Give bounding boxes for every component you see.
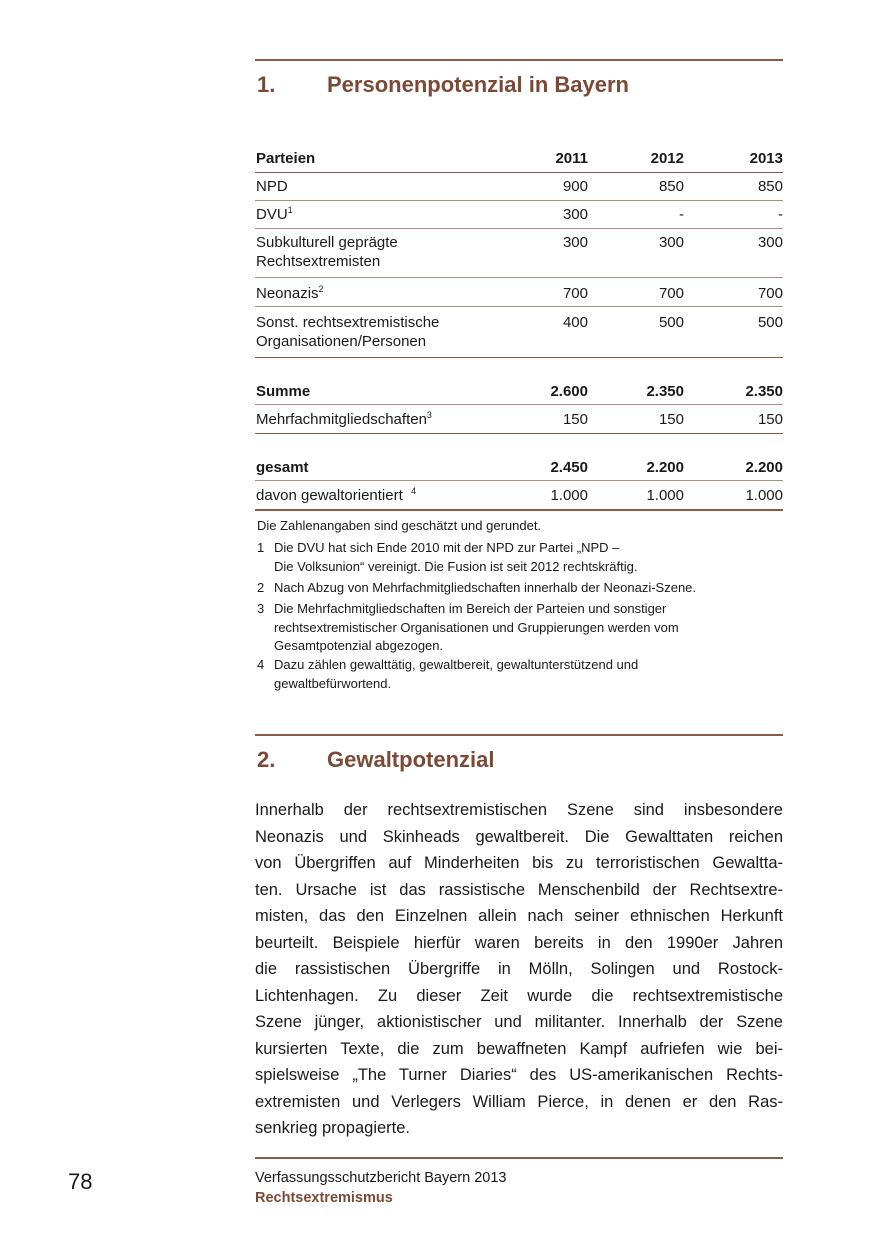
section-2-top-rule <box>255 734 783 736</box>
table-divider <box>255 277 783 278</box>
row-value: 1.000 <box>745 487 783 504</box>
table-bottom-rule <box>255 509 783 511</box>
table-divider <box>255 357 783 358</box>
table-divider <box>255 433 783 434</box>
table-header-year: 2011 <box>555 150 588 167</box>
row-value: 500 <box>658 314 684 331</box>
paragraph-line: von Übergriffen auf Minderheiten bis zu terroristischen Gewaltta- <box>255 854 783 872</box>
row-value: 2.350 <box>646 383 684 400</box>
row-label: Neonazis$^2$ <box>256 284 324 302</box>
footnote-number: 3 <box>257 601 265 616</box>
row-label: davon gewaltorientiert $^4$ <box>256 486 417 504</box>
row-value: 2.350 <box>745 383 783 400</box>
paragraph-line: Lichtenhagen. Zu dieser Zeit wurde die rechtsextremistische <box>255 986 783 1005</box>
footnote-number: 1 <box>257 540 265 555</box>
row-value: 300 <box>562 234 588 251</box>
footnote-ref: 2 <box>318 284 324 294</box>
paragraph-line: Neonazis und Skinheads gewaltbereit. Die Gewalttaten reichen <box>255 827 783 846</box>
paragraph-line: Szene jünger, aktionistischer und militanter. Innerhalb der Szene <box>255 1013 783 1031</box>
table-header-year: 2012 <box>650 150 684 167</box>
row-value: 700 <box>757 285 783 302</box>
row-value: 2.450 <box>550 459 588 476</box>
row-value: - <box>778 206 783 223</box>
footnote-ref: 1 <box>287 205 293 215</box>
row-label: gesamt <box>256 459 309 476</box>
row-value: 300 <box>757 234 783 251</box>
table-divider <box>255 306 783 307</box>
footnote-number: 4 <box>257 657 265 672</box>
row-value: 2.200 <box>745 459 783 476</box>
section-1-title: Personenpotenzial in Bayern <box>327 72 629 97</box>
paragraph-line: kursierten Texte, die zum bewaffneten Kampf aufriefen wie bei- <box>255 1039 783 1058</box>
footnote-text: Die Mehrfachmitgliedschaften im Bereich der Parteien und sonstiger rechtsextremistischer Organisationen und Gruppierungen werden vom Gesamtpotenzial abgezogen. <box>274 601 679 653</box>
row-value: 150 <box>658 411 684 428</box>
footnote-text: Nach Abzug von Mehrfachmitgliedschaften innerhalb der Neonazi-Szene. <box>274 580 697 595</box>
row-value: 1.000 <box>646 487 684 504</box>
row-value: 1.000 <box>550 487 588 504</box>
row-label: DVU$^1$ <box>256 205 293 223</box>
row-value: 300 <box>562 206 588 223</box>
table-header-label: Parteien <box>256 150 316 167</box>
section-1-top-rule <box>255 59 783 61</box>
row-value: 850 <box>757 178 783 195</box>
row-value: - <box>679 206 684 223</box>
row-label: Summe <box>256 383 311 400</box>
table-divider <box>255 200 783 201</box>
row-value: 2.600 <box>550 383 588 400</box>
table-divider <box>255 172 783 173</box>
footer-rule <box>255 1157 783 1159</box>
footnote-ref: 3 <box>426 410 432 420</box>
row-value: 300 <box>658 234 684 251</box>
footnote-text: Dazu zählen gewalttätig, gewaltbereit, gewaltunterstützend und gewaltbefürwortend. <box>274 657 639 691</box>
paragraph-line: senkrieg propagierte. <box>255 1119 411 1137</box>
paragraph-line: misten, das den Einzelnen allein nach seiner ethnischen Herkunft <box>255 907 783 925</box>
row-label: Subkulturell geprägte Rechtsextremisten <box>256 234 398 270</box>
footnotes-intro: Die Zahlenangaben sind geschätzt und gerundet. <box>257 518 542 533</box>
row-value: 900 <box>562 178 588 195</box>
row-label: Mehrfachmitgliedschaften$^3$ <box>256 410 432 428</box>
footer-publication: Verfassungsschutzbericht Bayern 2013 <box>255 1170 507 1186</box>
table-header-year: 2013 <box>749 150 783 167</box>
body-paragraph <box>255 797 783 1142</box>
paragraph-line: extremisten und Verlegers William Pierce, in denen er den Ras- <box>255 1092 783 1111</box>
section-2-number: 2. <box>257 747 276 772</box>
page-number: 78 <box>68 1169 93 1194</box>
paragraph-line: spielsweise „The Turner Diaries“ des US-amerikanischen Rechts- <box>255 1066 783 1084</box>
row-value: 700 <box>562 285 588 302</box>
row-value: 850 <box>658 178 684 195</box>
paragraph-line: ten. Ursache ist das rassistische Menschenbild der Rechtsextre- <box>255 880 783 899</box>
table-divider <box>255 228 783 229</box>
table-divider <box>255 404 783 405</box>
row-value: 2.200 <box>646 459 684 476</box>
table-divider <box>255 480 783 481</box>
row-value: 500 <box>757 314 783 331</box>
paragraph-line: beurteilt. Beispiele hierfür waren bereits in den 1990er Jahren <box>255 933 783 952</box>
footnote-number: 2 <box>257 580 265 595</box>
row-label: NPD <box>256 178 288 195</box>
row-value: 400 <box>562 314 588 331</box>
footer-chapter: Rechtsextremismus <box>255 1190 393 1206</box>
row-label: Sonst. rechtsextremistische Organisationen/Personen <box>256 314 440 350</box>
footnote-ref: 4 <box>411 486 417 496</box>
section-1-number: 1. <box>257 72 276 97</box>
paragraph-line: Innerhalb der rechtsextremistischen Szene sind insbesondere <box>255 801 783 819</box>
row-value: 150 <box>562 411 588 428</box>
row-value: 700 <box>658 285 684 302</box>
paragraph-line: die rassistischen Übergriffe in Mölln, Solingen und Rostock- <box>255 960 783 978</box>
footnote-text: Die DVU hat sich Ende 2010 mit der NPD zur Partei „NPD – Die Volksunion“ vereinigt. Die Fusion ist seit 2012 rechtskräftig. <box>274 540 638 574</box>
row-value: 150 <box>757 411 783 428</box>
section-2-title: Gewaltpotenzial <box>327 747 495 772</box>
